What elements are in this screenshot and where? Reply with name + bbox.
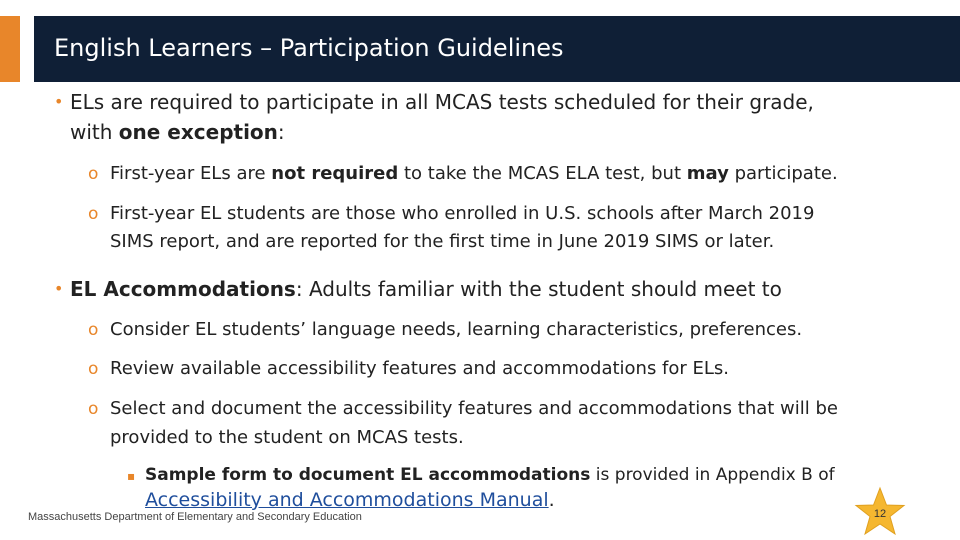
text: Consider EL students’ language needs, learning characteristics, preferences.: [110, 319, 803, 340]
text-post: participate.: [728, 163, 838, 184]
page-number-badge: [852, 486, 908, 540]
sub-bullet-consider: [88, 316, 803, 344]
sub-bullet-first-year-ela: [88, 160, 838, 188]
text-line2: provided to the student on MCAS tests.: [110, 427, 464, 448]
text-bold: EL Accommodations: [70, 277, 296, 301]
bullet-dot: •: [54, 279, 64, 298]
text: Review available accessibility features and accommodations for ELs.: [110, 358, 730, 379]
sub-bullet-first-year-definition: [88, 200, 815, 228]
bullet-text-post: :: [277, 120, 285, 144]
text-line1: First-year EL students are those who enrolled in U.S. schools after March 2019: [110, 203, 815, 224]
sub-bullet-select-cont: [110, 424, 464, 452]
text-bold-may: may: [686, 163, 729, 184]
text-bold-not-required: not required: [271, 163, 399, 184]
sub-bullet-select: [88, 395, 838, 423]
sub-sub-bullet-sample-form-cont: [145, 489, 555, 512]
bullet-text-bold: one exception: [118, 120, 278, 144]
sub-bullet-marker: o: [88, 399, 99, 419]
page-number: 12: [873, 508, 887, 520]
sub-bullet-marker: o: [88, 359, 99, 379]
bullet-text: ELs are required to participate in all MCAS tests scheduled for their grade,: [70, 90, 814, 114]
accessibility-manual-link[interactable]: Accessibility and Accommodations Manual: [145, 489, 549, 511]
bullet-dot: •: [54, 92, 64, 111]
text-rest: is provided in Appendix B of: [590, 465, 835, 485]
text-rest: : Adults familiar with the student should meet to: [295, 277, 782, 301]
text-line1: Select and document the accessibility features and accommodations that will be: [110, 398, 838, 419]
bullet-el-accommodations: [54, 274, 782, 304]
slide-title: English Learners – Participation Guidelines: [54, 34, 564, 62]
sub-bullet-review: [88, 355, 730, 383]
text-pre: First-year ELs are: [110, 163, 272, 184]
text-mid: to take the MCAS ELA test, but: [398, 163, 687, 184]
sub-bullet-first-year-definition-cont: [110, 228, 774, 256]
sub-sub-bullet-sample-form: [127, 464, 835, 487]
text-bold: Sample form to document EL accommodations: [145, 465, 591, 485]
bullet-participation: [54, 87, 814, 117]
text-end: .: [548, 489, 555, 511]
text-line2: SIMS report, and are reported for the first time in June 2019 SIMS or later.: [110, 231, 775, 252]
sub-bullet-marker: o: [88, 204, 99, 224]
footer-organization: Massachusetts Department of Elementary and Secondary Education: [28, 511, 362, 523]
sub-bullet-marker: o: [88, 320, 99, 340]
square-bullet-marker: ▪: [127, 469, 136, 483]
bullet-text-pre: with: [70, 120, 119, 144]
sub-bullet-marker: o: [88, 164, 99, 184]
bullet-participation-cont: [70, 117, 285, 147]
